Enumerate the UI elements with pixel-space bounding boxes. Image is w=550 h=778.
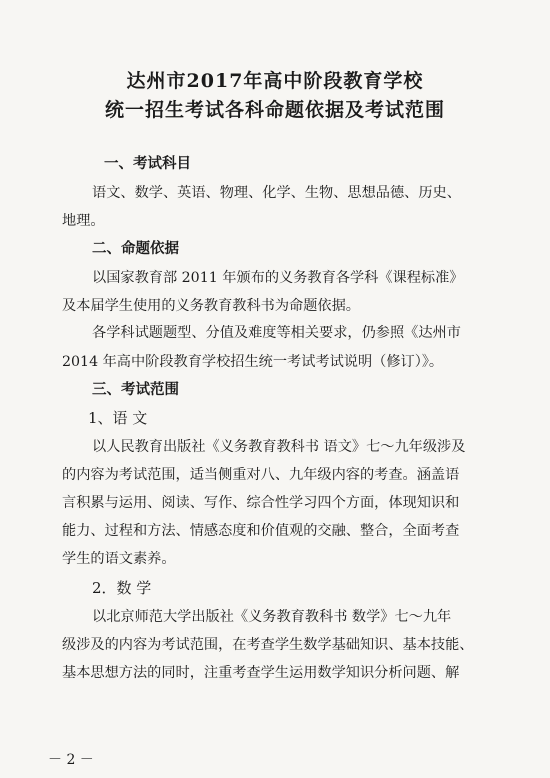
paragraph-line: 的内容为考试范围，适当侧重对八、九年级内容的考查。涵盖语: [62, 467, 460, 483]
paragraph-line: 言积累与运用、阅读、写作、综合性学习四个方面，体现知识和: [62, 495, 460, 511]
paragraph-line: 及本届学生使用的义务教育教科书为命题依据。: [62, 298, 360, 314]
document-title-line-2: 统一招生考试各科命题依据及考试范围: [104, 99, 445, 121]
document-title-line-1: 达州市2017年高中阶段教育学校: [126, 70, 424, 92]
paragraph-line: 学生的语文素养。: [62, 551, 176, 567]
paragraph-line: 级涉及的内容为考试范围，在考查学生数学基础知识、基本技能、: [62, 637, 474, 653]
paragraph-line: 各学科试题题型、分值及难度等相关要求，仍参照《达州市: [92, 325, 461, 341]
paragraph-line: 语文、数学、英语、物理、化学、生物、思想品德、历史、: [92, 185, 461, 201]
subsection-heading-math: 2．数 学: [92, 579, 152, 597]
section-heading-basis: 二、命题依据: [92, 241, 179, 257]
paragraph-line: 以人民教育出版社《义务教育教科书 语文》七～九年级涉及: [92, 439, 466, 455]
paragraph-line: 2014 年高中阶段教育学校招生统一考试考试说明（修订）》。: [62, 354, 444, 370]
paragraph-line: 以北京师范大学出版社《义务教育教科书 数学》七～九年: [92, 609, 452, 625]
section-heading-scope: 三、考试范围: [92, 382, 179, 398]
paragraph-line: 基本思想方法的同时，注重考查学生运用数学知识分析问题、解: [62, 665, 460, 681]
paragraph-line: 地理。: [62, 213, 105, 229]
paragraph-line: 以国家教育部 2011 年颁布的义务教育各学科《课程标准》: [92, 270, 464, 286]
page-number: － 2 －: [48, 752, 94, 768]
paragraph-line: 能力、过程和方法、情感态度和价值观的交融、整合，全面考查: [62, 523, 460, 539]
section-heading-subjects: 一、考试科目: [104, 156, 191, 172]
subsection-heading-chinese: 1、语 文: [88, 409, 148, 427]
